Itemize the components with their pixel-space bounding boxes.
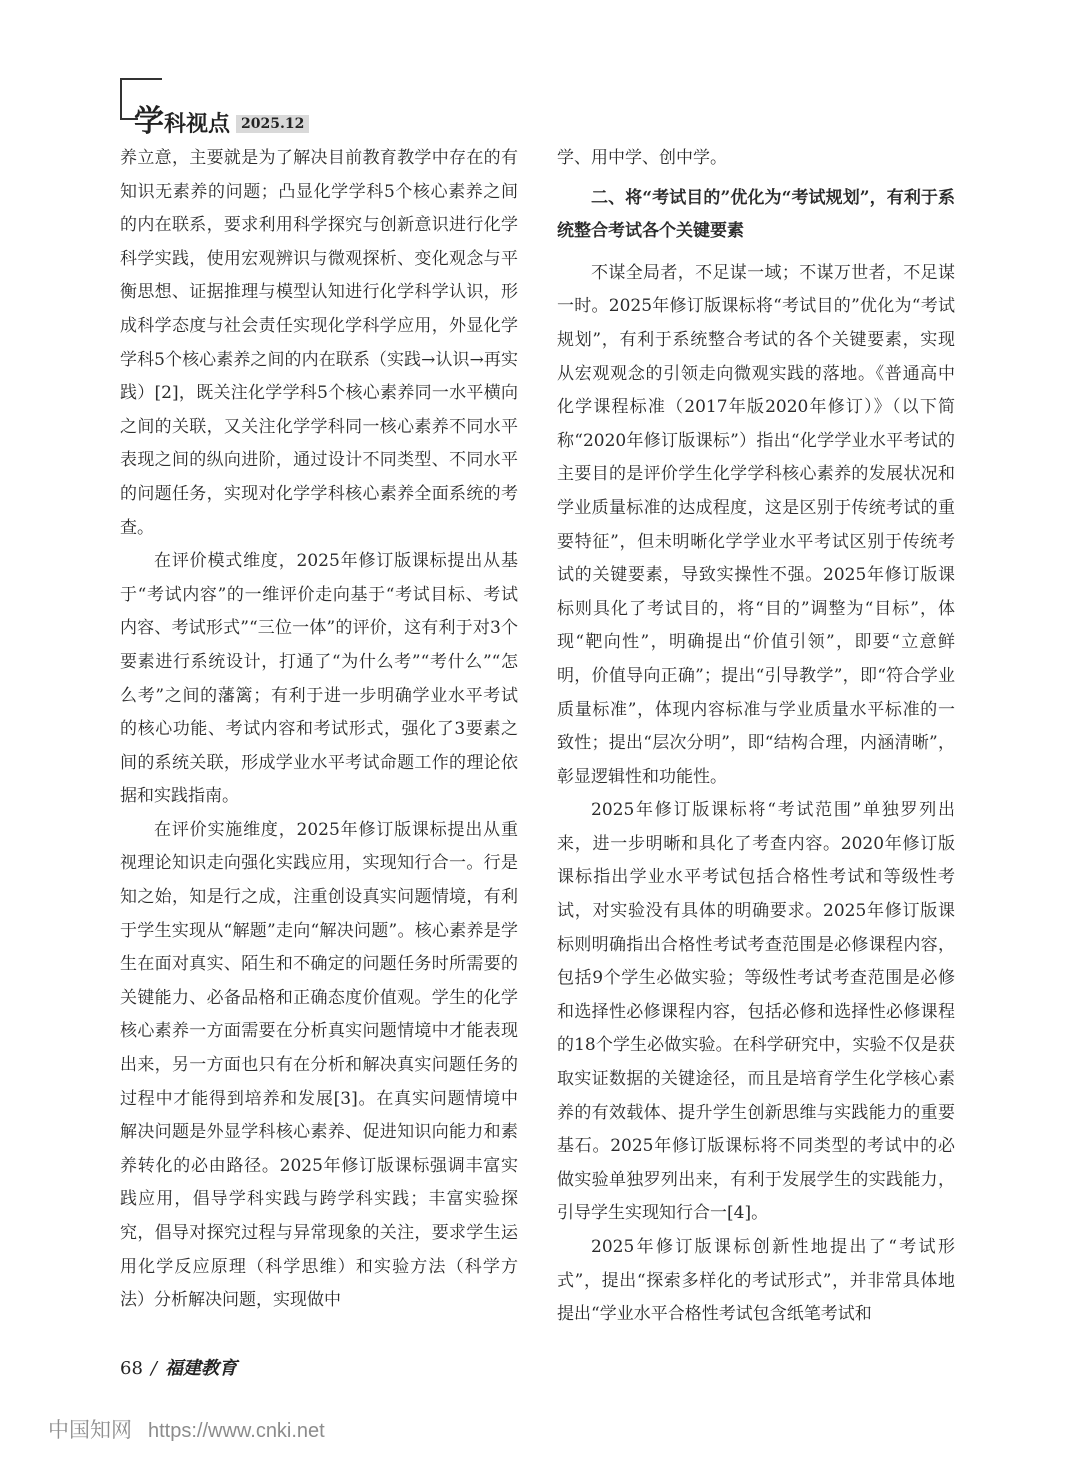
page-number: 68 — [120, 1358, 143, 1379]
section-heading: 二、将“考试目的”优化为“考试规划”，有利于系统整合考试各个关键要素 — [557, 187, 955, 242]
watermark-site-name: 中国知网 — [48, 1419, 132, 1442]
section-title-initial: 学 — [134, 104, 164, 139]
footer-divider: / — [150, 1358, 157, 1379]
paragraph: 在评价实施维度，2025年修订版课标提出从重视理论知识走向强化实践应用，实现知行合一。行是知之始，知是行之成，注重创设真实问题情境，有利于学生实现从“解题”走向“解决问题”。核心素养是学生在面对真实、陌生和不确定的问题任务时所需要的关键能力、必备品格和正确态度价值观。学生的化学核心素养一方面需要在分析真实问题情境中才能表现出来，另一方面也只有在分析和解决真实问题任务的过程中才能得到培养和发展[3]。在真实问题情境中解决问题是外显学科核心素养、促进知识向能力和素养转化的必由路径。2025年修订版课标强调丰富实践应用，倡导学科实践与跨学科实践；丰富实验探究，倡导对探究过程与异常现象的关注，要求学生运用化学反应原理（科学思维）和实验方法（科学方法）分析解决问题，实现做中 — [120, 819, 518, 1311]
page-footer — [120, 1354, 237, 1380]
right-column — [557, 142, 955, 1332]
magazine-name: 福建教育 — [164, 1358, 237, 1379]
watermark-url: https://www.cnki.net — [148, 1420, 325, 1442]
section-title: 科视点 — [164, 111, 231, 137]
issue-badge: 2025.12 — [236, 115, 309, 133]
paragraph: 不谋全局者，不足谋一域；不谋万世者，不足谋一时。2025年修订版课标将“考试目的”优化为“考试规划”，有利于系统整合考试的各个关键要素，实现从宏观观念的引领走向微观实践的落地。《普通高中化学课程标准（2017年版2020年修订）》（以下简称“2020年修订版课标”）指出“化学学业水平考试的主要目的是评价学生化学学科核心素养的发展状况和学业质量标准的达成程度，这是区别于传统考试的重要特征”，但未明晰化学学业水平考试区别于传统考试的关键要素，导致实操性不强。2025年修订版课标则具化了考试目的，将“目的”调整为“目标”，体现“靶向性”，明确提出“价值引领”，即要“立意鲜明，价值导向正确”；提出“引导教学”，即“符合学业质量标准”，体现内容标准与学业质量水平标准的一致性；提出“层次分明”，即“结构合理，内涵清晰”，彰显逻辑性和功能性。 — [557, 262, 955, 787]
paragraph: 2025年修订版课标将“考试范围”单独罗列出来，进一步明晰和具化了考查内容。2020年修订版课标指出学业水平考试包括合格性考试和等级性考试，对实验没有具体的明确要求。2025年修订版课标则明确指出合格性考试考查范围是必修课程内容，包括9个学生必做实验；等级性考试考查范围是必修和选择性必修课程内容，包括必修和选择性必修课程的18个学生必做实验。在科学研究中，实验不仅是获取实证数据的关键途径，而且是培育学生化学核心素养的有效载体、提升学生创新思维与实践能力的重要基石。2025年修订版课标将不同类型的考试中的必做实验单独罗列出来，有利于发展学生的实践能力，引导学生实现知行合一[4]。 — [557, 800, 955, 1224]
paragraph: 在评价模式维度，2025年修订版课标提出从基于“考试内容”的一维评价走向基于“考试目标、考试内容、考试形式”“三位一体”的评价，这有利于对3个要素进行系统设计，打通了“为什么考”“考什么”“怎么考”之间的藩篱；有利于进一步明确学业水平考试的核心功能、考试内容和考试形式，强化了3要素之间的系统关联，形成学业水平考试命题工作的理论依据和实践指南。 — [120, 551, 518, 807]
paragraph-continuation: 学、用中学、创中学。 — [557, 148, 727, 168]
paragraph-continuation: 养立意，主要就是为了解决目前教育教学中存在的有知识无素养的问题；凸显化学学科5个核心素养之间的内在联系，要求利用科学探究与创新意识进行化学科学实践，使用宏观辨识与微观探析、变化观念与平衡思想、证据推理与模型认知进行化学科学认识，形成科学态度与社会责任实现化学科学应用，外显化学学科5个核心素养之间的内在联系（实践→认识→再实践）[2]，既关注化学学科5个核心素养同一水平横向之间的关联，又关注化学学科同一核心素养不同水平表现之间的纵向进阶，通过设计不同类型、不同水平的问题任务，实现对化学学科核心素养全面系统的考查。 — [120, 148, 518, 538]
left-column — [120, 142, 518, 1318]
cnki-watermark — [48, 1414, 325, 1444]
section-header — [134, 96, 309, 140]
paragraph: 2025年修订版课标创新性地提出了“考试形式”，提出“探索多样化的考试形式”，并非常具体地提出“学业水平合格性考试包含纸笔考试和 — [557, 1237, 955, 1325]
